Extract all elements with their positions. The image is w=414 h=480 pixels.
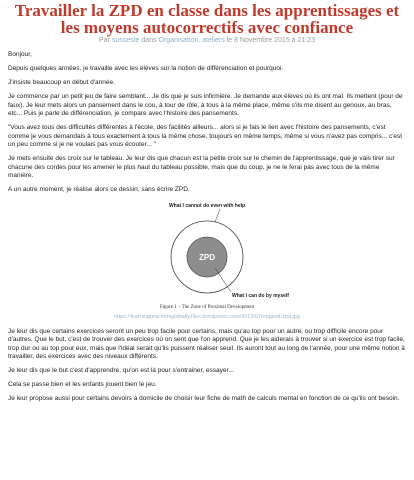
paragraph: "Vous avez tous des difficultés différentes à l'école, des facilités ailleurs... alors si je fais le lien avec l'histoire des pansements, c'est comme je vous demandais à tous exactement à tous la même chose, toujours en même temps, même si vous n'avez pas compris... c'est un peu comme si je ne voulais pas vous écouter... " bbox=[8, 124, 403, 148]
paragraph: J'insiste beaucoup en début d'année. bbox=[8, 79, 115, 86]
paragraph: A un autre moment, je réalise alors ce dessin, sans écrire ZPD. bbox=[8, 186, 190, 193]
paragraph: Je commence par un petit jeu de faire semblant... Je dis que je suis infirmière. Je demande aux élèves où ils ont mal. Ils mettent (pour de faux). Je leur mets alors un pansement dans le cou, à tour de rôle, à tous à la même place, même s'ils me disent au genoux, au bras, etc... Puis je parle de différenciation, je compare avec l'histoire des pansements. bbox=[8, 93, 403, 117]
paragraph: Je mets ensuite des croix sur le tableau. Je leur dis que chacun est la petite croix sur le chemin de l'apprentissage, que je vais tirer sur chacune des cordes pour les amener le plus haut du tableau possible, mais que du coup, je ne le ferai pas avec tous de la même manière. bbox=[8, 155, 395, 179]
zpd-pointer-top bbox=[215, 209, 220, 222]
post-date: 8 Novembre 2015 à 21:23 bbox=[234, 37, 316, 44]
post-header bbox=[0, 0, 414, 44]
paragraph: Bonjour, bbox=[8, 51, 32, 58]
zpd-figure bbox=[8, 200, 406, 312]
paragraph: Depuis quelques années, je travaille avec les élèves sur la notion de différenciation et pourquoi. bbox=[8, 65, 284, 72]
post-meta bbox=[8, 37, 406, 44]
zpd-pointer-right bbox=[215, 268, 231, 292]
meta-prefix: Par bbox=[98, 37, 110, 44]
paragraph: Je leur dis que certains exercices seront un peu trop facile pour certains, mais qu'au top pour un autre, ou trop difficile encore pour d'autres. Que le but, c'est de trouver des exercices où on sent que l'on apprend. Que je les aiderais à trouver si un exercice est trop facile, trop dur ou au top pour eux, mais que l'idéal serait qu'ils puissent réaliser seuil. Ils auront tout au long de l'année, pour une même notion à travailler, des exercices avec des niveaux différents. bbox=[8, 327, 405, 360]
paragraph: Cela se passe bien et les enfants jouent bien le jeu. bbox=[8, 381, 157, 388]
meta-date-prefix: le bbox=[226, 37, 233, 44]
author-link[interactable]: susseste bbox=[111, 37, 140, 44]
zpd-label-right: What I can do by myself bbox=[232, 293, 289, 299]
figure-caption: Figure 1 – The Zone of Proximal Development bbox=[159, 305, 255, 310]
figure-source-link[interactable]: https://learningteachersglobally.files.wordpress.com/2013/07/original-zpd.jpg bbox=[114, 314, 300, 320]
paragraph: Je leur propose aussi pour certains devoirs à domicile de choisir leur fiche de math de calculs mental en fonction de ce qu'ils ont besoin. bbox=[8, 395, 400, 402]
paragraph: Je leur dis que le but c'est d'apprendre, qu'on est là pour s'entrainer, essayer... bbox=[8, 367, 234, 374]
meta-in: dans bbox=[141, 37, 157, 44]
post-content bbox=[8, 51, 406, 404]
zpd-label-top: What I cannot do even with help bbox=[168, 203, 246, 209]
category-link[interactable]: Organisation, ateliers bbox=[158, 37, 225, 44]
zpd-label-center: ZPD bbox=[199, 253, 215, 262]
zpd-diagram bbox=[107, 200, 307, 312]
post-title: Travailler la ZPD en classe dans les apprentissages et les moyens autocorrectifs avec confiance bbox=[14, 1, 400, 37]
